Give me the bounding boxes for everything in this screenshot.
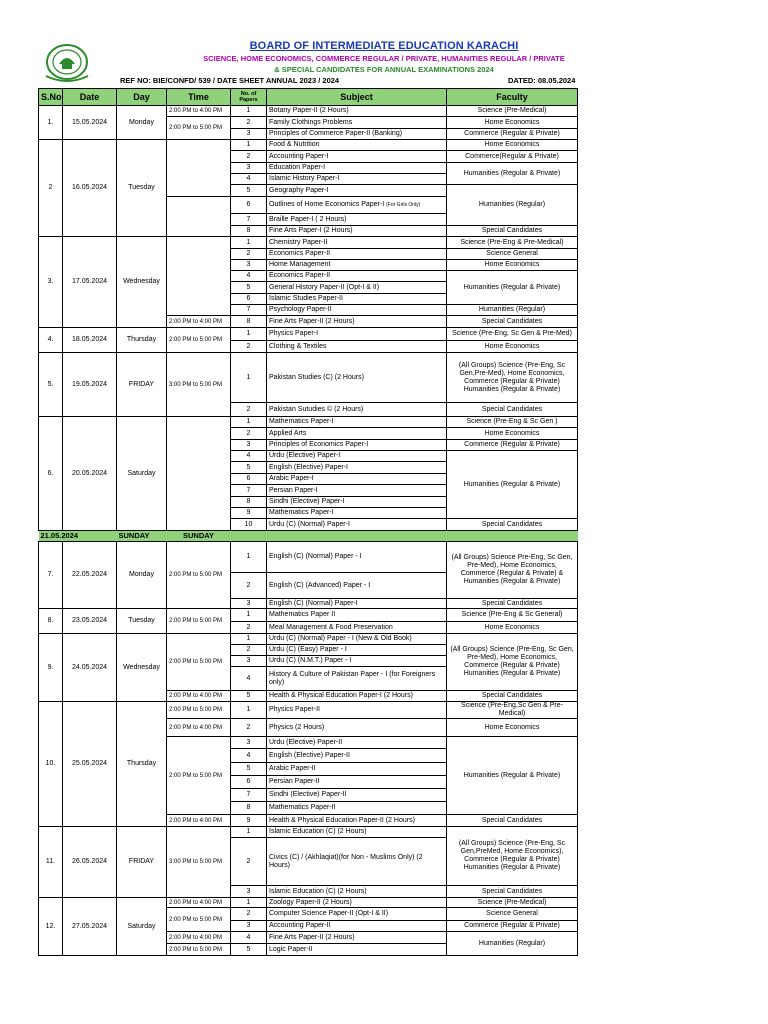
subject-name: English (C) (Normal) Paper - I (267, 542, 447, 573)
subject-name: Economics Paper-II (267, 271, 447, 282)
paper-number: 3 (231, 599, 267, 609)
exam-time: 2:00 PM to 4:00 PM (167, 691, 231, 702)
subject-name: Persian Paper-I (267, 485, 447, 497)
table-row (39, 417, 578, 428)
table-row (39, 827, 578, 838)
subject-note: (For Girls Only) (386, 202, 421, 208)
paper-number: 5 (231, 763, 267, 776)
paper-number: 1 (231, 702, 267, 719)
paper-number: 1 (231, 542, 267, 573)
exam-date: 19.05.2024 (63, 353, 117, 417)
exam-time: 2:00 PM to 5:00 PM (167, 542, 231, 609)
faculty-name: (All Groups) Science Pre-Eng, Sc Gen, Pre-Med), Home Economics, Commerce (Regular & Private) & Humanities (Regular & Private) (447, 542, 578, 599)
faculty-name: Special Candidates (447, 519, 578, 531)
paper-number: 7 (231, 305, 267, 316)
paper-number: 1 (231, 898, 267, 908)
subject-name: Mathematics Paper-I (267, 417, 447, 428)
paper-number: 2 (231, 151, 267, 163)
paper-number: 9 (231, 815, 267, 827)
subject-name: Botany Paper-II (2 Hours) (267, 106, 447, 117)
faculty-name: Science (Pre-Eng, Sc Gen & Pre-Med) (447, 328, 578, 341)
table-row (39, 702, 578, 719)
paper-number: 8 (231, 497, 267, 508)
faculty-name: Special Candidates (447, 226, 578, 237)
subject-name: Physics Paper-II (267, 702, 447, 719)
subject-name: Islamic Education (C) (2 Hours) (267, 827, 447, 838)
subject-name: Accounting Paper-II (267, 921, 447, 932)
subject-name: Braille Paper-I ( 2 Hours) (267, 214, 447, 226)
exam-time: 2:00 PM to 4:00 PM (167, 106, 231, 117)
sunday-label: SUNDAY (167, 531, 231, 542)
paper-number: 1 (231, 827, 267, 838)
exam-time (167, 417, 231, 531)
paper-number: 7 (231, 789, 267, 802)
subject-name: Psychology Paper-II (267, 305, 447, 316)
paper-number: 1 (231, 140, 267, 151)
exam-time: 2:00 PM to 4:00 PM (167, 719, 231, 737)
exam-day: Monday (117, 542, 167, 609)
col-date: Date (63, 89, 117, 106)
exam-date: 18.05.2024 (63, 328, 117, 353)
paper-number: 1 (231, 609, 267, 622)
subject-name: Accounting Paper-I (267, 151, 447, 163)
faculty-name: Humanities (Regular) (447, 932, 578, 956)
exam-day: Saturday (117, 417, 167, 531)
paper-number: 4 (231, 932, 267, 944)
paper-number: 9 (231, 508, 267, 519)
serial-number: 6. (39, 417, 63, 531)
faculty-name: Humanities (Regular & Private) (447, 451, 578, 519)
paper-number: 2 (231, 428, 267, 440)
paper-number: 3 (231, 921, 267, 932)
subject-name: Fine Arts Paper-II (2 Hours) (267, 316, 447, 328)
subject-name: Urdu (Elective) Paper-II (267, 737, 447, 749)
exam-date: 27.05.2024 (63, 898, 117, 956)
exam-time (167, 197, 231, 237)
exam-time (167, 237, 231, 316)
exam-time: 2:00 PM to 5:00 PM (167, 944, 231, 956)
faculty-name: Home Economics (447, 428, 578, 440)
exam-time: 3:00 PM to 5:00 PM (167, 353, 231, 417)
faculty-name: Science General (447, 908, 578, 921)
subject-name: Physics (2 Hours) (267, 719, 447, 737)
subject-name: Education Paper-I (267, 163, 447, 174)
paper-number: 5 (231, 944, 267, 956)
paper-number: 2 (231, 573, 267, 599)
subject-name: Mathematics Paper-II (267, 802, 447, 815)
exam-date: 25.05.2024 (63, 702, 117, 827)
paper-number: 5 (231, 462, 267, 474)
table-row (39, 542, 578, 573)
sunday-day: SUNDAY (117, 531, 167, 542)
subject-name: Geography Paper-I (267, 185, 447, 197)
table-header-row (39, 89, 578, 106)
faculty-name: Science (Pre-Eng & Sc Gen ) (447, 417, 578, 428)
subject-name: Physics Paper-I (267, 328, 447, 341)
paper-number: 2 (231, 645, 267, 656)
col-day: Day (117, 89, 167, 106)
subject-name: Arabic Paper-I (267, 474, 447, 485)
exam-day: Tuesday (117, 140, 167, 237)
paper-number: 3 (231, 129, 267, 140)
subject-name: English (Elective) Paper-II (267, 749, 447, 763)
subject-name: Health & Physical Education Paper-I (2 Hours) (267, 691, 447, 702)
exam-time: 2:00 PM to 5:00 PM (167, 328, 231, 353)
faculty-name: Home Economics (447, 341, 578, 353)
subject-name: Pakistan Studies (C) (2 Hours) (267, 353, 447, 403)
paper-number: 4 (231, 749, 267, 763)
col-faculty: Faculty (447, 89, 578, 106)
serial-number: 8. (39, 609, 63, 634)
paper-number: 2 (231, 341, 267, 353)
subject-name: Meal Management & Food Preservation (267, 622, 447, 634)
exam-day: Wednesday (117, 634, 167, 702)
faculty-name: Special Candidates (447, 599, 578, 609)
paper-number: 2 (231, 117, 267, 129)
exam-time: 2:00 PM to 5:00 PM (167, 634, 231, 691)
exam-time: 2:00 PM to 4:00 PM (167, 316, 231, 328)
date-sheet-table (38, 88, 578, 956)
faculty-name: Science (Pre-Eng,Sc Gen & Pre-Medical) (447, 702, 578, 719)
exam-day: Thursday (117, 328, 167, 353)
table-row (39, 140, 578, 151)
col-subject: Subject (267, 89, 447, 106)
paper-number: 8 (231, 802, 267, 815)
faculty-name: Special Candidates (447, 691, 578, 702)
paper-number: 6 (231, 474, 267, 485)
exam-time: 2:00 PM to 5:00 PM (167, 117, 231, 140)
paper-number: 3 (231, 656, 267, 667)
col-papers: No. of Papers (231, 89, 267, 106)
subject-name: Fine Arts Paper-I (2 Hours) (267, 226, 447, 237)
exam-day: FRIDAY (117, 827, 167, 898)
paper-number: 10 (231, 519, 267, 531)
sunday-filler (231, 531, 578, 542)
exam-date: 23.05.2024 (63, 609, 117, 634)
subject-name: Fine Arts Paper-II (2 Hours) (267, 932, 447, 944)
serial-number: 3. (39, 237, 63, 328)
faculty-name: Special Candidates (447, 815, 578, 827)
paper-number: 3 (231, 163, 267, 174)
faculty-name: Humanities (Regular & Private) (447, 737, 578, 815)
exam-date: 16.05.2024 (63, 140, 117, 237)
exam-time: 2:00 PM to 4:00 PM (167, 932, 231, 944)
faculty-name: Home Economics (447, 622, 578, 634)
exam-day: Tuesday (117, 609, 167, 634)
table-row (39, 898, 578, 908)
paper-number: 1 (231, 328, 267, 341)
paper-number: 1 (231, 634, 267, 645)
table-row (39, 634, 578, 645)
paper-number: 1 (231, 417, 267, 428)
paper-number: 2 (231, 908, 267, 921)
exam-date: 20.05.2024 (63, 417, 117, 531)
paper-number: 1 (231, 353, 267, 403)
paper-number: 2 (231, 838, 267, 886)
subject-name: Islamic History Paper-I (267, 174, 447, 185)
paper-number: 3 (231, 260, 267, 271)
table-row (39, 353, 578, 403)
paper-number: 3 (231, 886, 267, 898)
subject-name: Family Clothings Problems (267, 117, 447, 129)
paper-number: 7 (231, 214, 267, 226)
subject-name: Urdu (C) (Normal) Paper - I (New & Old Book) (267, 634, 447, 645)
faculty-name: Home Economics (447, 140, 578, 151)
faculty-name: Home Economics (447, 260, 578, 271)
exam-day: Wednesday (117, 237, 167, 328)
document-header (0, 0, 768, 90)
faculty-name: Humanities (Regular) (447, 305, 578, 316)
paper-number: 2 (231, 719, 267, 737)
table-row (39, 237, 578, 249)
faculty-name: Commerce (Regular & Private) (447, 440, 578, 451)
subject-name: Principles of Commerce Paper-II (Banking) (267, 129, 447, 140)
exam-date: 15.05.2024 (63, 106, 117, 140)
faculty-name: Science (Pre-Eng & Sc General) (447, 609, 578, 622)
serial-number: 11. (39, 827, 63, 898)
paper-number: 4 (231, 271, 267, 282)
page-title: BOARD OF INTERMEDIATE EDUCATION KARACHI (249, 40, 519, 52)
subject-name: Sindhi (Elective) Paper-I (267, 497, 447, 508)
subject-name: Urdu (C) (N.M.T.) Paper - I (267, 656, 447, 667)
subject-name: Economics Paper-II (267, 249, 447, 260)
exam-time (167, 140, 231, 197)
exam-date: 22.05.2024 (63, 542, 117, 609)
exam-time: 2:00 PM to 5:00 PM (167, 908, 231, 932)
subject-name: Applied Arts (267, 428, 447, 440)
paper-number: 6 (231, 197, 267, 214)
subject-name: Urdu (C) (Normal) Paper-I (267, 519, 447, 531)
subject-name: Pakistan Sutudies © (2 Hours) (267, 403, 447, 417)
paper-number: 3 (231, 737, 267, 749)
paper-number: 4 (231, 174, 267, 185)
exam-date: 26.05.2024 (63, 827, 117, 898)
paper-number: 7 (231, 485, 267, 497)
faculty-name: Commerce (Regular & Private) (447, 129, 578, 140)
exam-date: 17.05.2024 (63, 237, 117, 328)
subject-name: Islamic Studies Paper-II (267, 294, 447, 305)
subject-name: Principles of Economics Paper-I (267, 440, 447, 451)
paper-number: 8 (231, 226, 267, 237)
subject-name: English (C) (Normal) Paper-I (267, 599, 447, 609)
faculty-name: Science General (447, 249, 578, 260)
exam-day: Thursday (117, 702, 167, 827)
faculty-name: (All Groups) Science (Pre-Eng, Sc Gen,Pre-Med), Home Economics, Commerce (Regular & Private) Humanities (Regular & Private) (447, 353, 578, 403)
subject-name: Home Management (267, 260, 447, 271)
subject-name: Outlines of Home Economics Paper-I (For Girls Only) (267, 197, 447, 214)
subject-name: Mathematics Paper-I (267, 508, 447, 519)
table-row (39, 609, 578, 622)
paper-number: 3 (231, 440, 267, 451)
faculty-name: Commerce (Regular & Private) (447, 921, 578, 932)
faculty-name: Home Economics (447, 117, 578, 129)
subject-name: English (C) (Advanced) Paper - I (267, 573, 447, 599)
exam-day: Monday (117, 106, 167, 140)
faculty-name: Special Candidates (447, 886, 578, 898)
subject-name: Health & Physical Education Paper-II (2 Hours) (267, 815, 447, 827)
paper-number: 2 (231, 403, 267, 417)
paper-number: 5 (231, 185, 267, 197)
exam-day: Saturday (117, 898, 167, 956)
subject-name: Chemistry Paper-II (267, 237, 447, 249)
serial-number: 5. (39, 353, 63, 417)
serial-number: 10. (39, 702, 63, 827)
col-time: Time (167, 89, 231, 106)
faculty-name: Humanities (Regular & Private) (447, 163, 578, 185)
subtitle-faculties: SCIENCE, HOME ECONOMICS, COMMERCE REGULAR / PRIVATE, HUMANITIES REGULAR / PRIVATE (203, 54, 565, 63)
subject-name: Logic Paper-II (267, 944, 447, 956)
exam-time: 2:00 PM to 4:00 PM (167, 898, 231, 908)
exam-time: 3:00 PM to 5:00 PM (167, 827, 231, 898)
paper-number: 1 (231, 106, 267, 117)
subject-name: Mathematics Paper II (267, 609, 447, 622)
faculty-name: (All Groups) Science (Pre-Eng, Sc Gen,PreMed, Home Economics), Commerce (Regular & Private) Humanities (Regular & Private) (447, 827, 578, 886)
sunday-holiday-row (39, 531, 578, 542)
col-sno: S.No (39, 89, 63, 106)
subject-name: History & Culture of Pakistan Paper - I (for Foreigners only) (267, 667, 447, 691)
faculty-name: (All Groups) Science (Pre-Eng, Sc Gen, Pre-Med), Home Economics, Commerce (Regular & Private) Humanities (Regular & Private) (447, 634, 578, 691)
paper-number: 5 (231, 282, 267, 294)
serial-number: 7. (39, 542, 63, 609)
exam-time: 2:00 PM to 5:00 PM (167, 609, 231, 634)
paper-number: 4 (231, 451, 267, 462)
serial-number: 4. (39, 328, 63, 353)
reference-number: REF NO: BIE/CONFD/ 539 / DATE SHEET ANNUAL 2023 / 2024 (120, 76, 340, 85)
exam-day: FRIDAY (117, 353, 167, 417)
paper-number: 6 (231, 294, 267, 305)
faculty-name: Home Economics (447, 719, 578, 737)
subject-name: Civics (C) / (Akhlaqiat)(for Non - Muslims Only) (2 Hours) (267, 838, 447, 886)
subject-name: Clothing & Textiles (267, 341, 447, 353)
subtitle-exam: & SPECIAL CANDIDATES FOR ANNUAL EXAMINATIONS 2024 (274, 65, 494, 74)
subject-name: General History Paper-II (Opt-I & II) (267, 282, 447, 294)
sunday-date: 21.05.2024 (39, 531, 117, 542)
faculty-name: Commerce(Regular & Private) (447, 151, 578, 163)
subject-name: Arabic Paper-II (267, 763, 447, 776)
serial-number: 12. (39, 898, 63, 956)
faculty-name: Humanities (Regular) (447, 185, 578, 226)
subject-name: Islamic Education (C) (2 Hours) (267, 886, 447, 898)
subject-name: English (Elective) Paper-I (267, 462, 447, 474)
subject-name: Zoology Paper-II (2 Hours) (267, 898, 447, 908)
paper-number: 4 (231, 667, 267, 691)
dated-label: DATED: 08.05.2024 (508, 76, 576, 85)
paper-number: 5 (231, 691, 267, 702)
exam-date: 24.05.2024 (63, 634, 117, 702)
paper-number: 8 (231, 316, 267, 328)
subject-name: Urdu (Elective) Paper-I (267, 451, 447, 462)
subject-name: Computer Science Paper-II (Opt-I & II) (267, 908, 447, 921)
faculty-name: Science (Pre-Eng & Pre-Medical) (447, 237, 578, 249)
serial-number: 1. (39, 106, 63, 140)
faculty-name: Special Candidates (447, 316, 578, 328)
faculty-name: Special Candidates (447, 403, 578, 417)
faculty-name: Humanities (Regular & Private) (447, 271, 578, 305)
faculty-name: Science (Pre-Medical) (447, 898, 578, 908)
subject-name: Sindhi (Elective) Paper-II (267, 789, 447, 802)
exam-time: 2:00 PM to 5:00 PM (167, 737, 231, 815)
serial-number: 2 (39, 140, 63, 237)
subject-name: Urdu (C) (Easy) Paper - I (267, 645, 447, 656)
paper-number: 2 (231, 249, 267, 260)
paper-number: 6 (231, 776, 267, 789)
exam-time: 2:00 PM to 5:00 PM (167, 702, 231, 719)
paper-number: 1 (231, 237, 267, 249)
exam-time: 2:00 PM to 4:00 PM (167, 815, 231, 827)
serial-number: 9. (39, 634, 63, 702)
paper-number: 2 (231, 622, 267, 634)
faculty-name: Science (Pre-Medical) (447, 106, 578, 117)
subject-name: Food & Nutrition (267, 140, 447, 151)
table-row (39, 106, 578, 117)
subject-name: Persian Paper-II (267, 776, 447, 789)
table-row (39, 328, 578, 341)
